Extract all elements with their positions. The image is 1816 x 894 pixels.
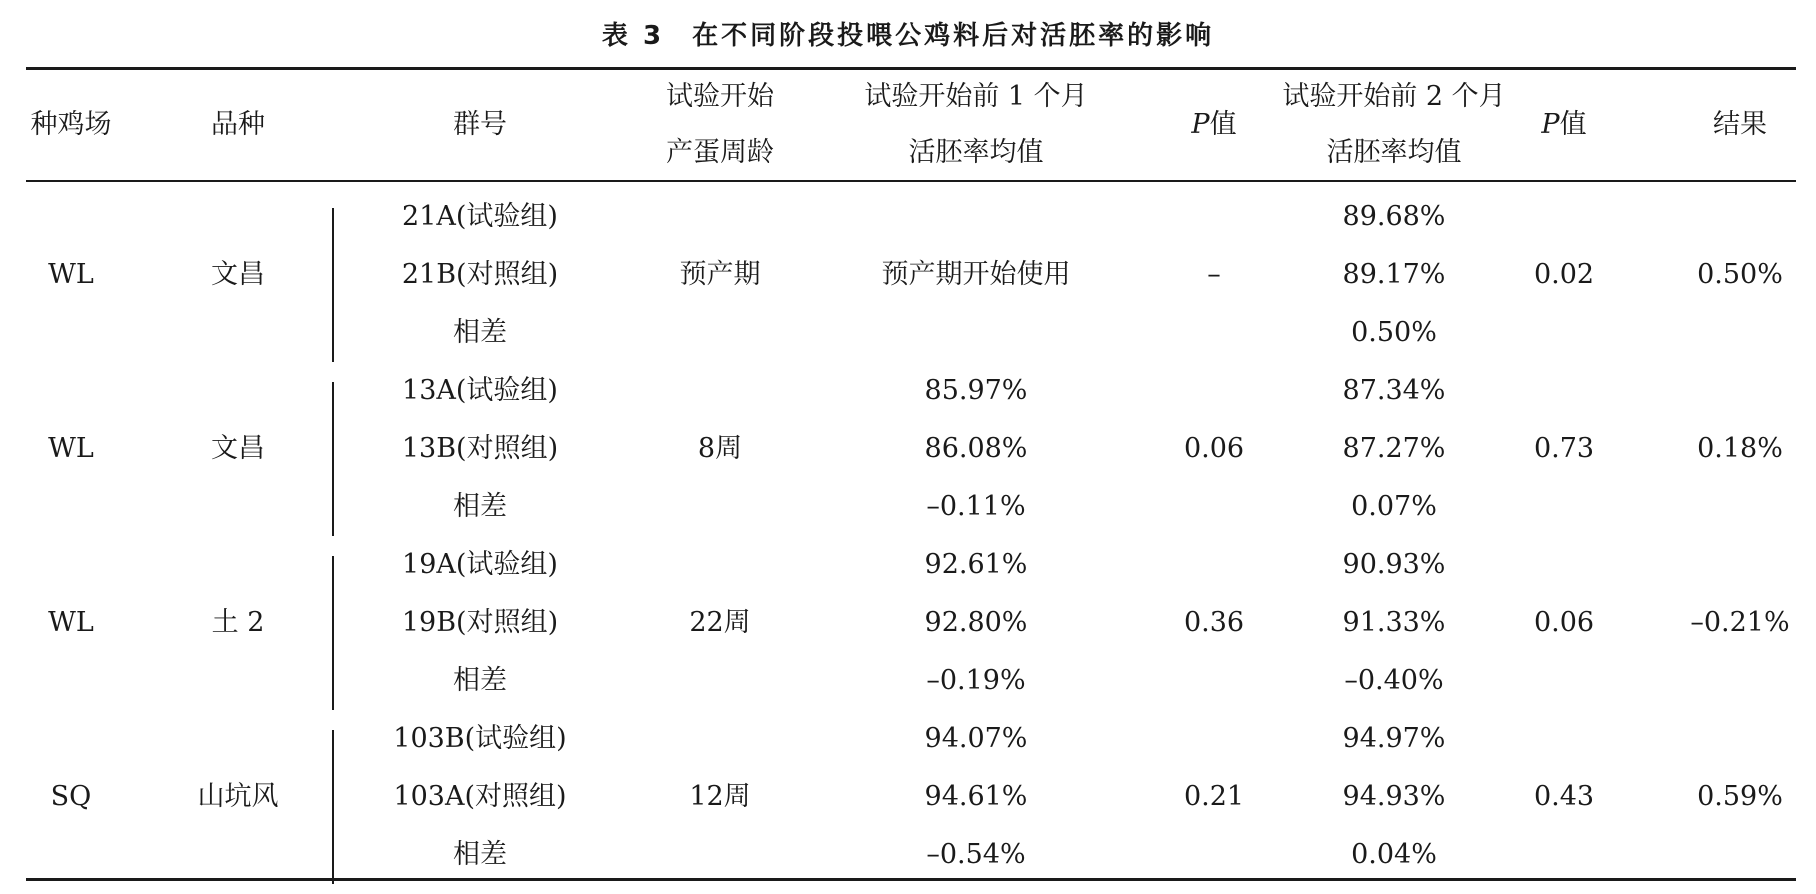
header-month1-mean: 试验开始前 1 个月 活胚率均值 bbox=[864, 81, 1088, 168]
month2-cell: 89.17% bbox=[1342, 259, 1446, 290]
breed-cell: 文昌 bbox=[211, 433, 265, 464]
month2-cell: 94.93% bbox=[1342, 781, 1446, 812]
month1-cell: 94.07% bbox=[924, 723, 1028, 754]
farm-cell: WL bbox=[48, 259, 94, 290]
month1-cell: –0.11% bbox=[926, 491, 1026, 522]
month1-cell: 预产期开始使用 bbox=[881, 259, 1071, 290]
p1-cell: 0.36 bbox=[1183, 607, 1245, 638]
group-bracket-line bbox=[332, 556, 334, 710]
group-bracket-line bbox=[332, 382, 334, 536]
month2-cell: 0.07% bbox=[1351, 491, 1437, 522]
month1-cell: 85.97% bbox=[924, 375, 1028, 406]
month2-cell: 90.93% bbox=[1342, 549, 1446, 580]
group-cell: 13B(对照组) bbox=[401, 433, 559, 464]
result-cell: 0.18% bbox=[1697, 433, 1783, 464]
header-month2-mean: 试验开始前 2 个月 活胚率均值 bbox=[1282, 81, 1506, 168]
header-p1: P值 bbox=[1191, 109, 1237, 140]
group-cell: 103B(试验组) bbox=[393, 723, 567, 754]
breed-cell: 土 2 bbox=[211, 607, 265, 638]
header-breed: 品种 bbox=[211, 109, 265, 140]
month1-cell: 92.61% bbox=[924, 549, 1028, 580]
p2-cell: 0.06 bbox=[1533, 607, 1595, 638]
farm-cell: WL bbox=[48, 607, 94, 638]
group-cell: 103A(对照组) bbox=[393, 781, 567, 812]
table-caption: 在不同阶段投喂公鸡料后对活胚率的影响 bbox=[692, 21, 1215, 51]
month2-cell: 91.33% bbox=[1342, 607, 1446, 638]
month2-cell: 87.27% bbox=[1342, 433, 1446, 464]
farm-cell: SQ bbox=[50, 781, 92, 812]
table-number: 表 3 bbox=[601, 21, 665, 51]
p1-cell: 0.21 bbox=[1183, 781, 1245, 812]
header-p2: P值 bbox=[1541, 109, 1587, 140]
result-cell: –0.21% bbox=[1690, 607, 1790, 638]
group-cell: 13A(试验组) bbox=[402, 375, 558, 406]
month2-cell: 94.97% bbox=[1342, 723, 1446, 754]
month2-cell: 0.04% bbox=[1351, 839, 1437, 870]
result-cell: 0.50% bbox=[1697, 259, 1783, 290]
month2-cell: 89.68% bbox=[1342, 201, 1446, 232]
month1-cell: 86.08% bbox=[924, 433, 1028, 464]
start-age-cell: 预产期 bbox=[679, 259, 761, 290]
group-cell: 相差 bbox=[453, 839, 507, 870]
table-title bbox=[0, 16, 1816, 56]
breed-cell: 山坑风 bbox=[197, 781, 279, 812]
month1-cell: 92.80% bbox=[924, 607, 1028, 638]
p2-cell: 0.43 bbox=[1533, 781, 1595, 812]
start-age-cell: 8周 bbox=[697, 433, 743, 464]
header-start-age: 试验开始 产蛋周龄 bbox=[666, 81, 774, 168]
group-cell: 相差 bbox=[453, 317, 507, 348]
group-bracket-line bbox=[332, 208, 334, 362]
header-group: 群号 bbox=[453, 109, 507, 140]
p2-cell: 0.02 bbox=[1533, 259, 1595, 290]
month1-cell bbox=[826, 304, 1126, 362]
group-cell: 21A(试验组) bbox=[402, 201, 558, 232]
header-farm: 种鸡场 bbox=[30, 109, 112, 140]
group-cell: 19A(试验组) bbox=[402, 549, 558, 580]
month1-cell: –0.54% bbox=[926, 839, 1026, 870]
p1-cell: – bbox=[1207, 259, 1221, 290]
p2-cell: 0.73 bbox=[1533, 433, 1595, 464]
group-cell: 相差 bbox=[453, 665, 507, 696]
month2-cell: –0.40% bbox=[1344, 665, 1444, 696]
month1-cell: 94.61% bbox=[924, 781, 1028, 812]
month1-cell: –0.19% bbox=[926, 665, 1026, 696]
farm-cell: WL bbox=[48, 433, 94, 464]
month2-cell: 87.34% bbox=[1342, 375, 1446, 406]
start-age-cell: 12周 bbox=[689, 781, 751, 812]
month1-cell bbox=[826, 188, 1126, 246]
group-bracket-line bbox=[332, 730, 334, 884]
result-cell: 0.59% bbox=[1697, 781, 1783, 812]
month2-cell: 0.50% bbox=[1351, 317, 1437, 348]
group-cell: 19B(对照组) bbox=[401, 607, 559, 638]
p1-cell: 0.06 bbox=[1183, 433, 1245, 464]
header-result: 结果 bbox=[1713, 109, 1767, 140]
breed-cell: 文昌 bbox=[211, 259, 265, 290]
group-cell: 相差 bbox=[453, 491, 507, 522]
start-age-cell: 22周 bbox=[689, 607, 751, 638]
group-cell: 21B(对照组) bbox=[401, 259, 559, 290]
